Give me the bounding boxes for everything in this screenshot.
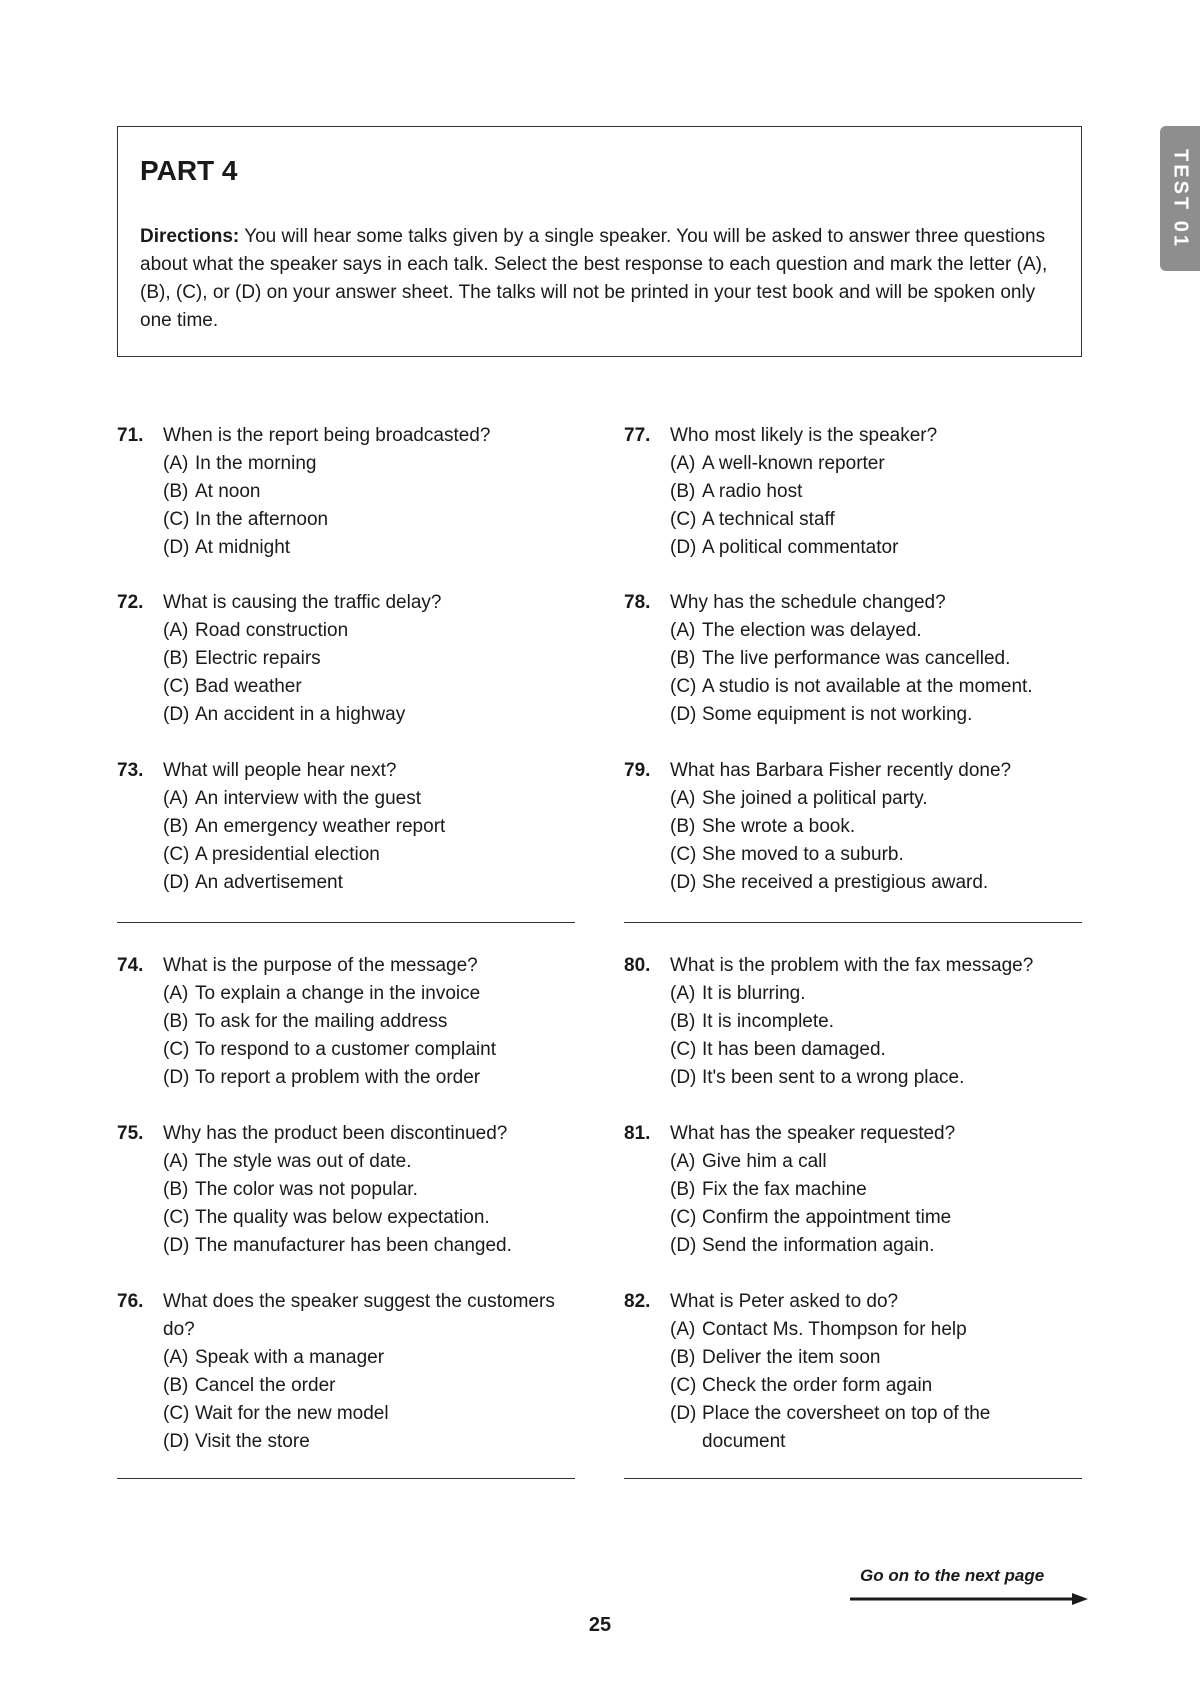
answer-options xyxy=(163,617,557,729)
answer-option xyxy=(163,869,557,897)
answer-option xyxy=(670,869,1064,897)
answer-option xyxy=(163,645,557,673)
directions-box xyxy=(117,126,1082,357)
answer-option xyxy=(163,841,557,869)
option-text: The quality was below expectation. xyxy=(195,1207,490,1228)
answer-options xyxy=(163,1148,557,1260)
answer-option xyxy=(670,980,1064,1008)
question-text: Why has the schedule changed? xyxy=(670,592,946,613)
question-text: Why has the product been discontinued? xyxy=(163,1123,508,1144)
answer-option xyxy=(670,1036,1064,1064)
option-letter: (C) xyxy=(163,1039,190,1060)
question-item xyxy=(117,589,557,729)
option-text: Speak with a manager xyxy=(195,1347,385,1368)
option-letter: (A) xyxy=(163,983,189,1004)
question-stem xyxy=(624,757,1064,785)
question-item xyxy=(624,952,1064,1092)
option-letter: (A) xyxy=(670,788,696,809)
question-item xyxy=(117,1120,557,1260)
option-letter: (D) xyxy=(163,1067,190,1088)
answer-option xyxy=(163,506,557,534)
question-text: When is the report being broadcasted? xyxy=(163,425,491,446)
question-number: 80. xyxy=(624,955,651,976)
option-letter: (C) xyxy=(670,676,697,697)
answer-option xyxy=(670,1008,1064,1036)
option-text: A well-known reporter xyxy=(702,453,885,474)
option-text: A technical staff xyxy=(702,509,835,530)
option-text: At noon xyxy=(195,481,261,502)
answer-option xyxy=(163,450,557,478)
option-text: An emergency weather report xyxy=(195,816,446,837)
option-letter: (A) xyxy=(670,983,696,1004)
answer-option xyxy=(163,785,557,813)
option-letter: (C) xyxy=(670,509,697,530)
section-divider xyxy=(117,1478,575,1479)
answer-option xyxy=(163,1344,557,1372)
option-text: Some equipment is not working. xyxy=(702,704,973,725)
part-title: PART 4 xyxy=(140,155,238,186)
question-stem xyxy=(117,952,557,980)
option-letter: (A) xyxy=(670,620,696,641)
answer-options xyxy=(163,450,557,562)
option-text: A studio is not available at the moment. xyxy=(702,676,1033,697)
option-letter: (D) xyxy=(670,704,697,725)
answer-option xyxy=(163,1064,557,1092)
answer-option xyxy=(163,1204,557,1232)
option-letter: (C) xyxy=(670,1039,697,1060)
question-text: What will people hear next? xyxy=(163,760,397,781)
question-text: What does the speaker suggest the customers do? xyxy=(163,1291,555,1340)
answer-option xyxy=(163,980,557,1008)
option-text: Send the information again. xyxy=(702,1235,935,1256)
option-letter: (A) xyxy=(163,1347,189,1368)
answer-option xyxy=(670,534,1064,562)
option-letter: (D) xyxy=(670,1067,697,1088)
question-stem xyxy=(624,1288,1064,1316)
answer-option xyxy=(670,617,1064,645)
option-letter: (B) xyxy=(670,1011,696,1032)
option-letter: (A) xyxy=(163,1151,189,1172)
answer-options xyxy=(670,785,1064,897)
question-item xyxy=(117,1288,557,1456)
answer-option xyxy=(163,673,557,701)
question-text: What is causing the traffic delay? xyxy=(163,592,442,613)
option-letter: (D) xyxy=(670,537,697,558)
option-text: An advertisement xyxy=(195,872,343,893)
option-text: The election was delayed. xyxy=(702,620,922,641)
option-text: It is incomplete. xyxy=(702,1011,834,1032)
option-letter: (B) xyxy=(670,1347,696,1368)
option-text: A political commentator xyxy=(702,537,899,558)
answer-option xyxy=(163,813,557,841)
question-number: 73. xyxy=(117,760,144,781)
question-stem xyxy=(117,589,557,617)
question-stem xyxy=(117,1288,557,1344)
option-text: She received a prestigious award. xyxy=(702,872,989,893)
answer-option xyxy=(670,1344,1064,1372)
option-letter: (D) xyxy=(670,1235,697,1256)
option-text: It's been sent to a wrong place. xyxy=(702,1067,965,1088)
option-letter: (C) xyxy=(670,1207,697,1228)
question-stem xyxy=(624,1120,1064,1148)
option-text: Road construction xyxy=(195,620,349,641)
answer-option xyxy=(163,617,557,645)
answer-option xyxy=(670,813,1064,841)
option-text: She moved to a suburb. xyxy=(702,844,904,865)
answer-option xyxy=(670,1232,1064,1260)
answer-option xyxy=(163,1232,557,1260)
option-text: To ask for the mailing address xyxy=(195,1011,448,1032)
option-text: To explain a change in the invoice xyxy=(195,983,481,1004)
question-text: What has the speaker requested? xyxy=(670,1123,956,1144)
option-text: Visit the store xyxy=(195,1431,310,1452)
option-text: The style was out of date. xyxy=(195,1151,412,1172)
answer-option xyxy=(670,841,1064,869)
answer-options xyxy=(670,1148,1064,1260)
option-letter: (A) xyxy=(163,453,189,474)
side-tab-label: TEST 01 xyxy=(1169,148,1192,249)
option-text: She joined a political party. xyxy=(702,788,928,809)
question-stem xyxy=(117,1120,557,1148)
question-item xyxy=(624,1288,1064,1456)
option-text: To respond to a customer complaint xyxy=(195,1039,496,1060)
question-number: 74. xyxy=(117,955,144,976)
answer-option xyxy=(163,1176,557,1204)
option-text: Fix the fax machine xyxy=(702,1179,867,1200)
page-number: 25 xyxy=(588,1614,612,1636)
option-letter: (D) xyxy=(163,1235,190,1256)
answer-option xyxy=(163,1148,557,1176)
option-text: In the morning xyxy=(195,453,317,474)
answer-option xyxy=(670,1148,1064,1176)
option-letter: (B) xyxy=(670,481,696,502)
option-letter: (D) xyxy=(670,872,697,893)
answer-option xyxy=(670,450,1064,478)
answer-option xyxy=(163,1008,557,1036)
question-number: 77. xyxy=(624,425,651,446)
option-text: Contact Ms. Thompson for help xyxy=(702,1319,967,1340)
question-text: What is Peter asked to do? xyxy=(670,1291,899,1312)
answer-option xyxy=(163,1400,557,1428)
option-text: The live performance was cancelled. xyxy=(702,648,1011,669)
answer-option xyxy=(670,1372,1064,1400)
answer-option xyxy=(670,506,1064,534)
question-item xyxy=(117,757,557,897)
answer-option xyxy=(670,673,1064,701)
question-stem xyxy=(117,757,557,785)
answer-option xyxy=(163,534,557,562)
question-number: 79. xyxy=(624,760,651,781)
question-stem xyxy=(117,422,557,450)
answer-option xyxy=(163,478,557,506)
option-letter: (A) xyxy=(163,620,189,641)
question-item xyxy=(117,952,557,1092)
option-letter: (B) xyxy=(670,816,696,837)
question-number: 72. xyxy=(117,592,144,613)
question-stem xyxy=(624,422,1064,450)
question-number: 78. xyxy=(624,592,651,613)
option-letter: (B) xyxy=(163,816,189,837)
option-text: Cancel the order xyxy=(195,1375,336,1396)
question-number: 82. xyxy=(624,1291,651,1312)
option-letter: (D) xyxy=(163,872,190,893)
option-letter: (A) xyxy=(163,788,189,809)
option-letter: (C) xyxy=(163,676,190,697)
option-text: To report a problem with the order xyxy=(195,1067,481,1088)
option-letter: (B) xyxy=(670,1179,696,1200)
answer-option xyxy=(670,478,1064,506)
question-number: 71. xyxy=(117,425,144,446)
directions-label: Directions: xyxy=(140,226,240,247)
question-item xyxy=(624,422,1064,562)
option-letter: (D) xyxy=(163,1431,190,1452)
option-letter: (C) xyxy=(163,844,190,865)
answer-option xyxy=(670,785,1064,813)
option-text: An accident in a highway xyxy=(195,704,406,725)
option-text: Confirm the appointment time xyxy=(702,1207,952,1228)
option-letter: (C) xyxy=(163,1403,190,1424)
answer-option xyxy=(163,1036,557,1064)
answer-option xyxy=(163,701,557,729)
option-text: The color was not popular. xyxy=(195,1179,418,1200)
question-number: 81. xyxy=(624,1123,651,1144)
option-text: Wait for the new model xyxy=(195,1403,389,1424)
question-text: What is the purpose of the message? xyxy=(163,955,478,976)
question-item xyxy=(624,589,1064,729)
option-letter: (C) xyxy=(670,1375,697,1396)
question-item xyxy=(624,757,1064,897)
answer-options xyxy=(670,1316,1064,1456)
option-letter: (C) xyxy=(670,844,697,865)
question-text: What has Barbara Fisher recently done? xyxy=(670,760,1012,781)
arrow-right-icon xyxy=(850,1592,1090,1606)
question-stem xyxy=(624,589,1064,617)
answer-options xyxy=(163,1344,557,1456)
option-text: Electric repairs xyxy=(195,648,321,669)
answer-option xyxy=(670,1176,1064,1204)
question-number: 75. xyxy=(117,1123,144,1144)
option-letter: (A) xyxy=(670,1319,696,1340)
option-letter: (B) xyxy=(163,1011,189,1032)
option-text: A radio host xyxy=(702,481,803,502)
directions-body: You will hear some talks given by a single speaker. You will be asked to answer three questions about what the speaker says in each talk. Select the best response to each question and mark the letter (A), (B), (C), or (D) on your answer sheet. The talks will not be printed in your test book and will be spoken only one time. xyxy=(140,226,1048,331)
question-text: Who most likely is the speaker? xyxy=(670,425,938,446)
answer-options xyxy=(670,980,1064,1092)
option-text: Give him a call xyxy=(702,1151,827,1172)
section-divider xyxy=(117,922,575,923)
answer-options xyxy=(163,785,557,897)
option-letter: (C) xyxy=(163,509,190,530)
answer-option xyxy=(163,1428,557,1456)
option-letter: (C) xyxy=(163,1207,190,1228)
answer-options xyxy=(670,617,1064,729)
option-letter: (A) xyxy=(670,453,696,474)
test-side-tab xyxy=(1160,126,1200,271)
answer-option xyxy=(670,1064,1064,1092)
answer-option xyxy=(670,1316,1064,1344)
question-item xyxy=(117,422,557,562)
option-text: Check the order form again xyxy=(702,1375,933,1396)
answer-option xyxy=(670,701,1064,729)
option-letter: (D) xyxy=(163,704,190,725)
option-text: An interview with the guest xyxy=(195,788,422,809)
answer-option xyxy=(670,1204,1064,1232)
option-text: It has been damaged. xyxy=(702,1039,886,1060)
option-letter: (B) xyxy=(670,648,696,669)
option-letter: (A) xyxy=(670,1151,696,1172)
answer-option xyxy=(670,1400,1064,1456)
option-text: At midnight xyxy=(195,537,291,558)
option-text: Deliver the item soon xyxy=(702,1347,881,1368)
directions-paragraph xyxy=(140,223,1060,335)
answer-options xyxy=(670,450,1064,562)
answer-options xyxy=(163,980,557,1092)
option-letter: (B) xyxy=(163,1375,189,1396)
option-letter: (D) xyxy=(163,537,190,558)
question-item xyxy=(624,1120,1064,1260)
option-letter: (D) xyxy=(670,1403,697,1424)
option-letter: (B) xyxy=(163,1179,189,1200)
option-text: Place the coversheet on top of the document xyxy=(702,1403,991,1452)
option-text: She wrote a book. xyxy=(702,816,856,837)
question-text: What is the problem with the fax message? xyxy=(670,955,1034,976)
answer-option xyxy=(670,645,1064,673)
section-divider xyxy=(624,922,1082,923)
question-number: 76. xyxy=(117,1291,144,1312)
option-text: The manufacturer has been changed. xyxy=(195,1235,512,1256)
option-letter: (B) xyxy=(163,648,189,669)
option-text: Bad weather xyxy=(195,676,302,697)
option-text: In the afternoon xyxy=(195,509,329,530)
option-letter: (B) xyxy=(163,481,189,502)
option-text: It is blurring. xyxy=(702,983,806,1004)
option-text: A presidential election xyxy=(195,844,380,865)
question-stem xyxy=(624,952,1064,980)
section-divider xyxy=(624,1478,1082,1479)
answer-option xyxy=(163,1372,557,1400)
next-page-note: Go on to the next page xyxy=(860,1566,1045,1585)
